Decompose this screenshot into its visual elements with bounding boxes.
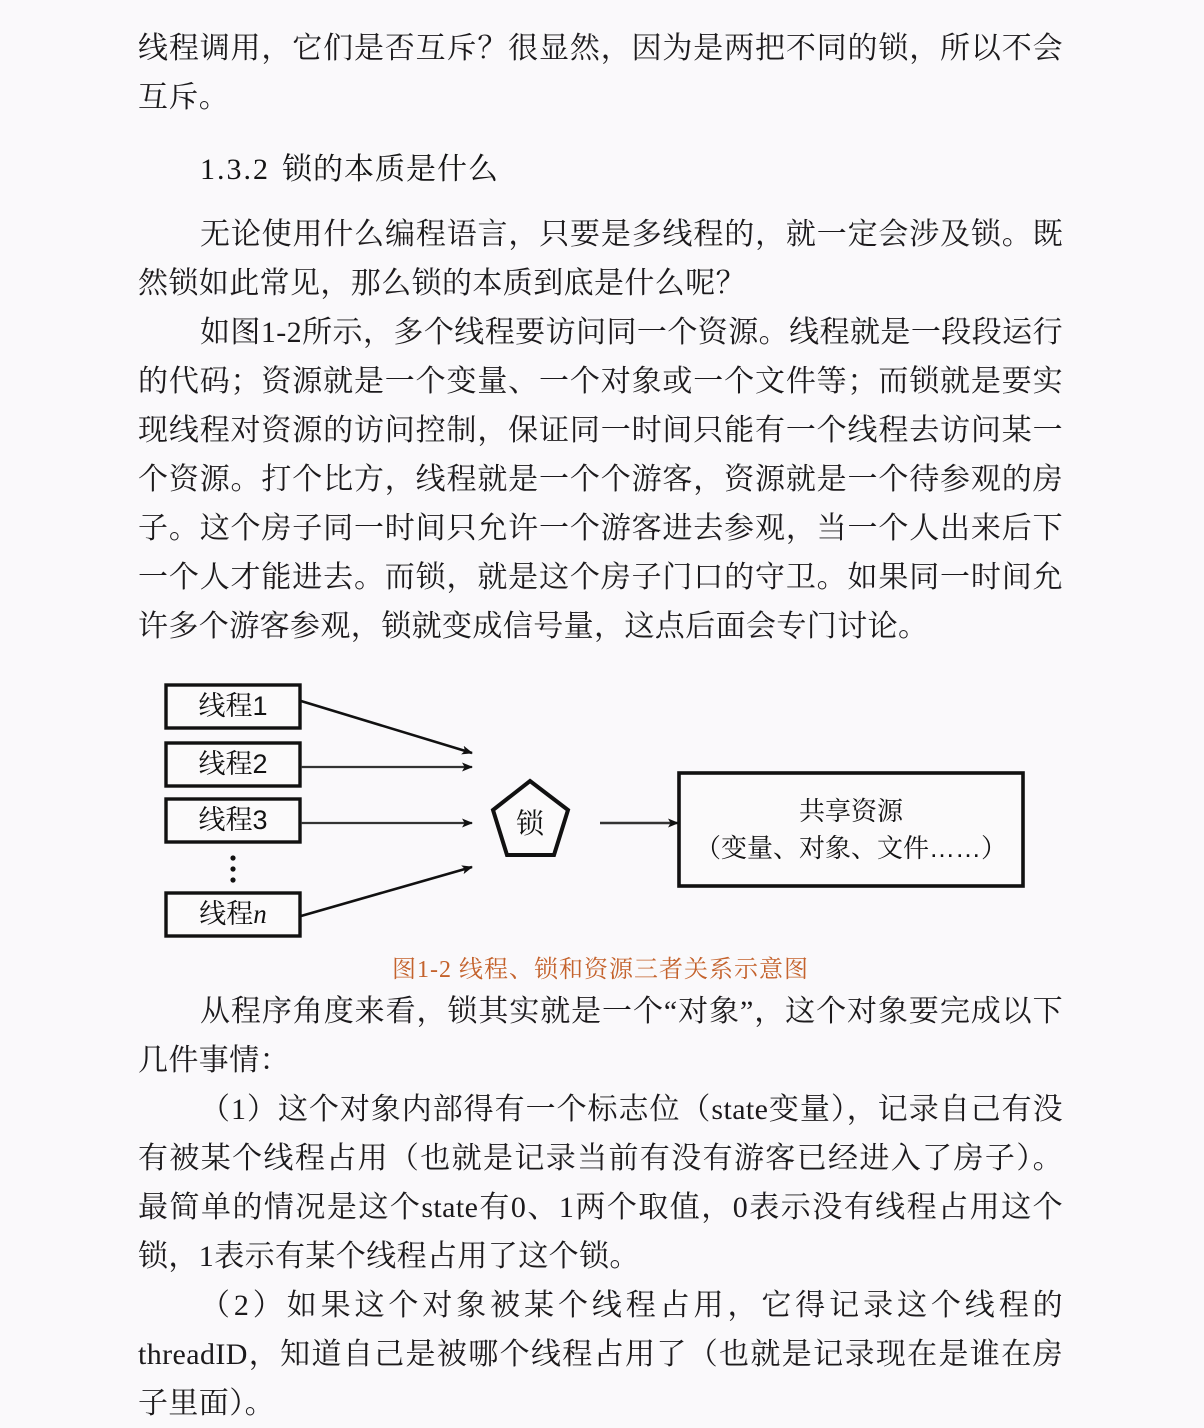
section-number: 1.3.2 bbox=[200, 153, 270, 186]
resource-node-line2: （变量、对象、文件……） bbox=[694, 833, 1008, 863]
arrow-threadn-to-lock bbox=[301, 867, 472, 916]
vertical-ellipsis-icon bbox=[230, 855, 235, 882]
paragraph-3: 从程序角度来看，锁其实就是一个“对象”，这个对象要完成以下几件事情： bbox=[138, 995, 1063, 1077]
paragraph-4: （1）这个对象内部得有一个标志位（state变量），记录自己有没有被某个线程占用（也就是记录当前有没有游客已经进入了房子）。最简单的情况是这个state有0、1两个取值，0表示没有线程占用这个锁，1表示有某个线程占用了这个锁。 bbox=[138, 1093, 1063, 1273]
resource-node bbox=[679, 773, 1023, 886]
figure-1-2-graphic bbox=[138, 677, 1063, 945]
thread-box-1-label: 线程1 bbox=[198, 691, 268, 721]
thread-box-n-label bbox=[199, 899, 267, 929]
section-heading bbox=[138, 148, 1063, 192]
thread-box-n-prefix: 线程 bbox=[199, 899, 254, 929]
thread-box-n-index: n bbox=[253, 899, 267, 929]
paragraph-1: 无论使用什么编程语言，只要是多线程的，就一定会涉及锁。既然锁如此常见，那么锁的本质到底是什么呢？ bbox=[138, 218, 1063, 300]
figure-caption: 图1-2 线程、锁和资源三者关系示意图 bbox=[392, 957, 809, 983]
resource-node-line1: 共享资源 bbox=[798, 796, 904, 826]
lock-node-label: 锁 bbox=[515, 808, 545, 839]
figure-1-2 bbox=[138, 677, 1063, 945]
thread-box-n bbox=[166, 893, 300, 936]
thread-box-2-label: 线程2 bbox=[198, 749, 268, 779]
page-content bbox=[138, 24, 1063, 1428]
arrow-thread1-to-lock bbox=[301, 701, 472, 753]
paragraph-2: 如图1-2所示，多个线程要访问同一个资源。线程就是一段段运行的代码；资源就是一个变量、一个对象或一个文件等；而锁就是要实现线程对资源的访问控制，保证同一时间只能有一个线程去访问某一个资源。打个比方，线程就是一个个游客，资源就是一个待参观的房子。这个房子同一时间只允许一个游客进去参观，当一个人出来后下一个人才能进去。而锁，就是这个房子门口的守卫。如果同一时间允许多个游客参观，锁就变成信号量，这点后面会专门讨论。 bbox=[138, 316, 1063, 643]
thread-box-3 bbox=[166, 799, 300, 842]
thread-box-2 bbox=[166, 743, 300, 786]
lock-node bbox=[493, 781, 568, 855]
thread-box-1 bbox=[166, 685, 300, 728]
thread-box-3-label: 线程3 bbox=[198, 805, 268, 835]
paragraph-5: （2）如果这个对象被某个线程占用，它得记录这个线程的threadID，知道自己是被哪个线程占用了（也就是记录现在是谁在房子里面）。 bbox=[138, 1289, 1063, 1420]
section-title: 锁的本质是什么 bbox=[282, 153, 499, 186]
paragraph-continued-top: 线程调用，它们是否互斥？很显然，因为是两把不同的锁，所以不会互斥。 bbox=[138, 32, 1063, 114]
